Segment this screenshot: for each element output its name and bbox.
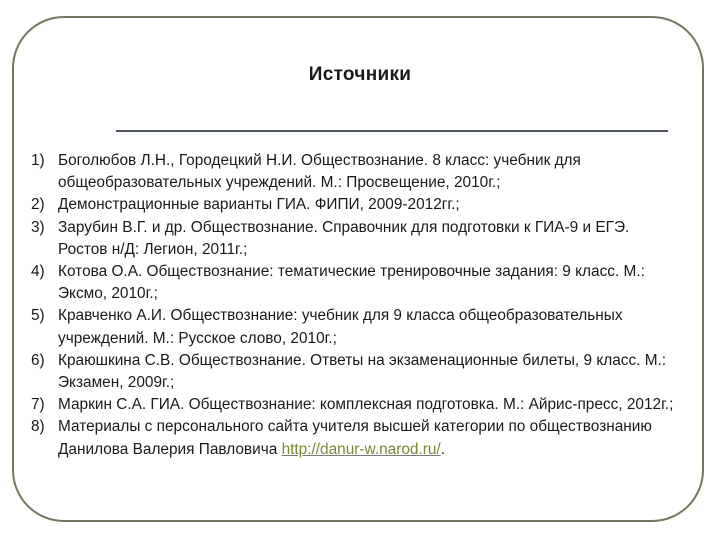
item-text: Маркин С.А. ГИА. Обществознание: комплексная подготовка. М.: Айрис-пресс, 2012г.; xyxy=(58,396,674,414)
item-number: 8) xyxy=(31,418,45,436)
website-link[interactable]: http://danur-w.narod.ru/ xyxy=(281,440,441,458)
list-item xyxy=(31,150,679,194)
item-number: 4) xyxy=(31,263,45,281)
item-number: 6) xyxy=(31,351,45,369)
page-title: Источники xyxy=(308,64,412,85)
list-item xyxy=(31,261,679,305)
sources-list xyxy=(31,150,679,461)
item-text: Котова О.А. Обществознание: тематические тренировочные задания: 9 класс. М.: Эксмо, 2010г.; xyxy=(58,263,645,303)
item-text: Демонстрационные варианты ГИА. ФИПИ, 2009-2012гг.; xyxy=(58,196,460,214)
item-text: Зарубин В.Г. и др. Обществознание. Справочник для подготовки к ГИА-9 и ЕГЭ. Ростов н/Д: Легион, 2011г.; xyxy=(58,218,630,258)
item-number: 2) xyxy=(31,196,45,214)
list-item xyxy=(31,194,679,216)
list-item xyxy=(31,217,679,261)
item-text: Материалы с персонального сайта учителя высшей категории по обществознанию Данилова Валерия Павловича xyxy=(58,418,652,458)
item-number: 1) xyxy=(31,152,45,169)
item-text: Кравченко А.И. Обществознание: учебник для 9 класса общеобразовательных учреждений. М.: Русское слово, 2010г.; xyxy=(58,307,623,347)
item-suffix: . xyxy=(440,440,445,458)
item-number: 7) xyxy=(31,396,45,414)
title-divider xyxy=(116,130,668,132)
list-item xyxy=(31,350,679,394)
list-item xyxy=(31,416,679,460)
item-number: 3) xyxy=(31,218,45,236)
item-text: Боголюбов Л.Н., Городецкий Н.И. Обществознание. 8 класс: учебник для общеобразовательных учреждений. М.: Просвещение, 2010г.; xyxy=(58,152,581,192)
item-text: Краюшкина С.В. Обществознание. Ответы на экзаменационные билеты, 9 класс. М.: Экзамен, 2009г.; xyxy=(58,351,667,392)
item-number: 5) xyxy=(31,307,45,325)
list-item xyxy=(31,305,679,349)
list-item xyxy=(31,394,679,416)
